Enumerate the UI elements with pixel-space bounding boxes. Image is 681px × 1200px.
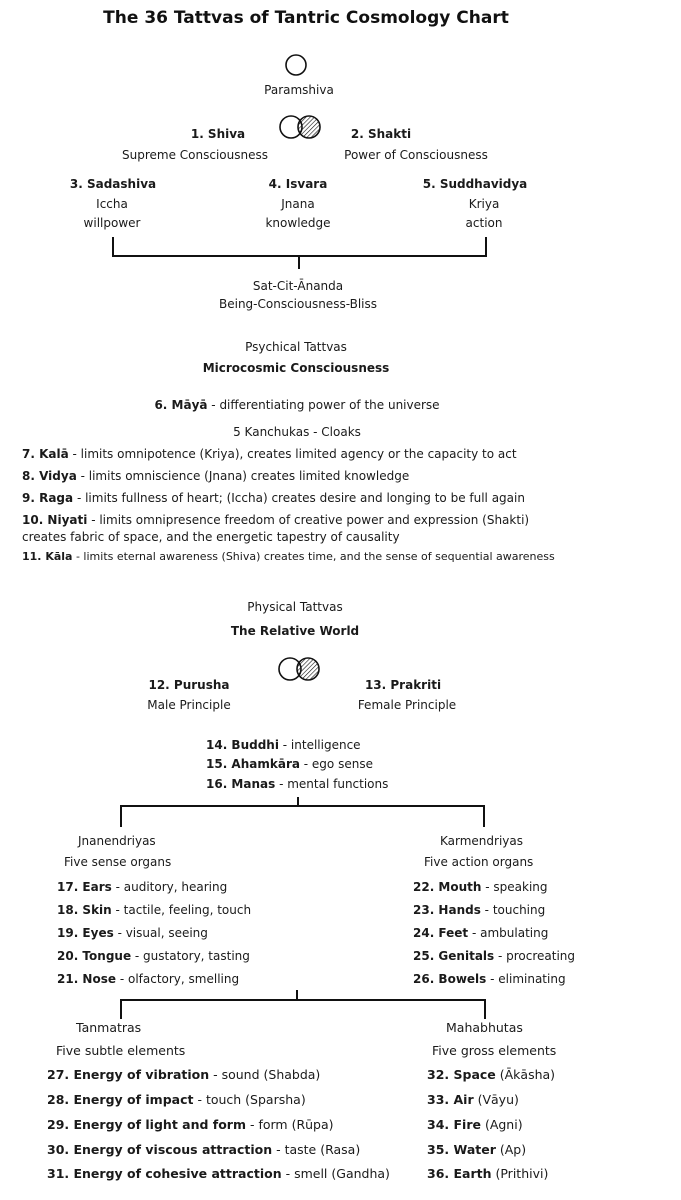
suddhavidya-line2: action (465, 216, 503, 230)
prakriti-name: 13. Prakriti (364, 678, 442, 692)
shiva-name: 1. Shiva (190, 127, 246, 141)
tanmatra-item: 28. Energy of impact - touch (Sparsha) (47, 1092, 306, 1107)
physical-heading: Physical Tattvas (247, 600, 343, 614)
shiva-shakti-circles-icon (279, 114, 323, 140)
karmendriya-item: 26. Bowels - eliminating (413, 972, 566, 986)
maya-row (154, 398, 439, 412)
satcitananda-label: Sat-Cit-Ānanda (252, 279, 344, 293)
bracket-mid-right-tick (483, 805, 485, 827)
purusha-prakriti-circles-icon (278, 656, 322, 682)
shakti-desc: Power of Consciousness (344, 148, 488, 162)
sadashiva-name: 3. Sadashiva (69, 177, 157, 191)
tanmatra-item: 30. Energy of viscous attraction - taste (Rasa) (47, 1142, 361, 1157)
mahabhuta-item: 34. Fire (Agni) (427, 1117, 523, 1132)
jnanendriya-item: 17. Ears - auditory, hearing (57, 880, 228, 894)
mahabhuta-item: 36. Earth (Prithivi) (427, 1166, 549, 1181)
karmendriya-item: 24. Feet - ambulating (413, 926, 549, 940)
bracket-mid-left-tick (120, 805, 122, 827)
tanmatra-item: 31. Energy of cohesive attraction - smell (Gandha) (47, 1166, 390, 1181)
psychical-heading: Psychical Tattvas (245, 340, 347, 354)
chart-title: The 36 Tattvas of Tantric Cosmology Chart (103, 8, 509, 28)
buddhi-row: 14. Buddhi - intelligence (206, 738, 361, 752)
jnanendriya-item: 19. Eyes - visual, seeing (57, 926, 208, 940)
kanchuka-item: 10. Niyati - limits omnipresence freedom of creative power and expression (Shakti) (22, 513, 530, 527)
psychical-subheading: Microcosmic Consciousness (202, 361, 390, 375)
jnanendriya-item: 21. Nose - olfactory, smelling (57, 972, 240, 986)
karmendriyas-sub: Five action organs (424, 855, 534, 869)
purusha-desc: Male Principle (147, 698, 231, 712)
isvara-name: 4. Isvara (268, 177, 328, 191)
bracket-top-left-tick (112, 237, 114, 257)
paramshiva-circle-icon (285, 54, 307, 76)
bracket-top-right-tick (485, 237, 487, 257)
kanchukas-heading: 5 Kanchukas - Cloaks (233, 425, 361, 439)
karmendriya-item: 25. Genitals - procreating (413, 949, 576, 963)
jnanendriyas-heading: Jnanendriyas (78, 834, 156, 848)
karmendriyas-heading: Karmendriyas (440, 834, 524, 848)
prakriti-desc: Female Principle (357, 698, 457, 712)
being-consciousness-bliss-label: Being-Consciousness-Bliss (218, 297, 378, 311)
ahamkara-row: 15. Ahamkāra - ego sense (206, 757, 373, 771)
suddhavidya-line1: Kriya (468, 197, 500, 211)
kanchuka-item: 7. Kalā - limits omnipotence (Kriya), creates limited agency or the capacity to act (22, 447, 517, 461)
shiva-desc: Supreme Consciousness (122, 148, 268, 162)
isvara-line2: knowledge (265, 216, 331, 230)
sadashiva-line1: Iccha (96, 197, 128, 211)
bracket-bottom-left-tick (120, 999, 122, 1019)
mahabhutas-heading: Mahabhutas (446, 1020, 523, 1035)
tanmatras-heading: Tanmatras (76, 1020, 142, 1035)
sadashiva-line2: willpower (83, 216, 141, 230)
bracket-top-center-tick (298, 255, 300, 269)
karmendriya-item: 23. Hands - touching (413, 903, 546, 917)
karmendriya-item: 22. Mouth - speaking (413, 880, 548, 894)
jnanendriyas-sub: Five sense organs (64, 855, 172, 869)
physical-subheading: The Relative World (230, 624, 360, 638)
maya-desc: - differentiating power of the universe (207, 398, 440, 412)
mahabhuta-item: 33. Air (Vāyu) (427, 1092, 519, 1107)
paramshiva-label: Paramshiva (264, 83, 334, 97)
bracket-bottom-horizontal (120, 999, 486, 1001)
kanchuka-item-continuation: creates fabric of space, and the energetic tapestry of causality (22, 530, 400, 544)
isvara-line1: Jnana (281, 197, 315, 211)
tanmatras-sub: Five subtle elements (56, 1043, 186, 1058)
tanmatra-item: 29. Energy of light and form - form (Rūpa) (47, 1117, 334, 1132)
mahabhutas-sub: Five gross elements (432, 1043, 557, 1058)
mahabhuta-item: 32. Space (Ākāsha) (427, 1067, 556, 1082)
shakti-name: 2. Shakti (350, 127, 412, 141)
bracket-mid-horizontal (120, 805, 485, 807)
tanmatra-item: 27. Energy of vibration - sound (Shabda) (47, 1067, 321, 1082)
suddhavidya-name: 5. Suddhavidya (422, 177, 528, 191)
kanchuka-item: 11. Kāla - limits eternal awareness (Shiva) creates time, and the sense of sequential awareness (22, 550, 555, 563)
jnanendriya-item: 20. Tongue - gustatory, tasting (57, 949, 250, 963)
purusha-name: 12. Purusha (148, 678, 230, 692)
kanchuka-item: 8. Vidya - limits omniscience (Jnana) creates limited knowledge (22, 469, 410, 483)
manas-row: 16. Manas - mental functions (206, 777, 389, 791)
mahabhuta-item: 35. Water (Ap) (427, 1142, 527, 1157)
maya-name: 6. Māyā (154, 398, 208, 412)
jnanendriya-item: 18. Skin - tactile, feeling, touch (57, 903, 252, 917)
kanchuka-item: 9. Raga - limits fullness of heart; (Iccha) creates desire and longing to be full again (22, 491, 525, 505)
bracket-bottom-right-tick (484, 999, 486, 1019)
